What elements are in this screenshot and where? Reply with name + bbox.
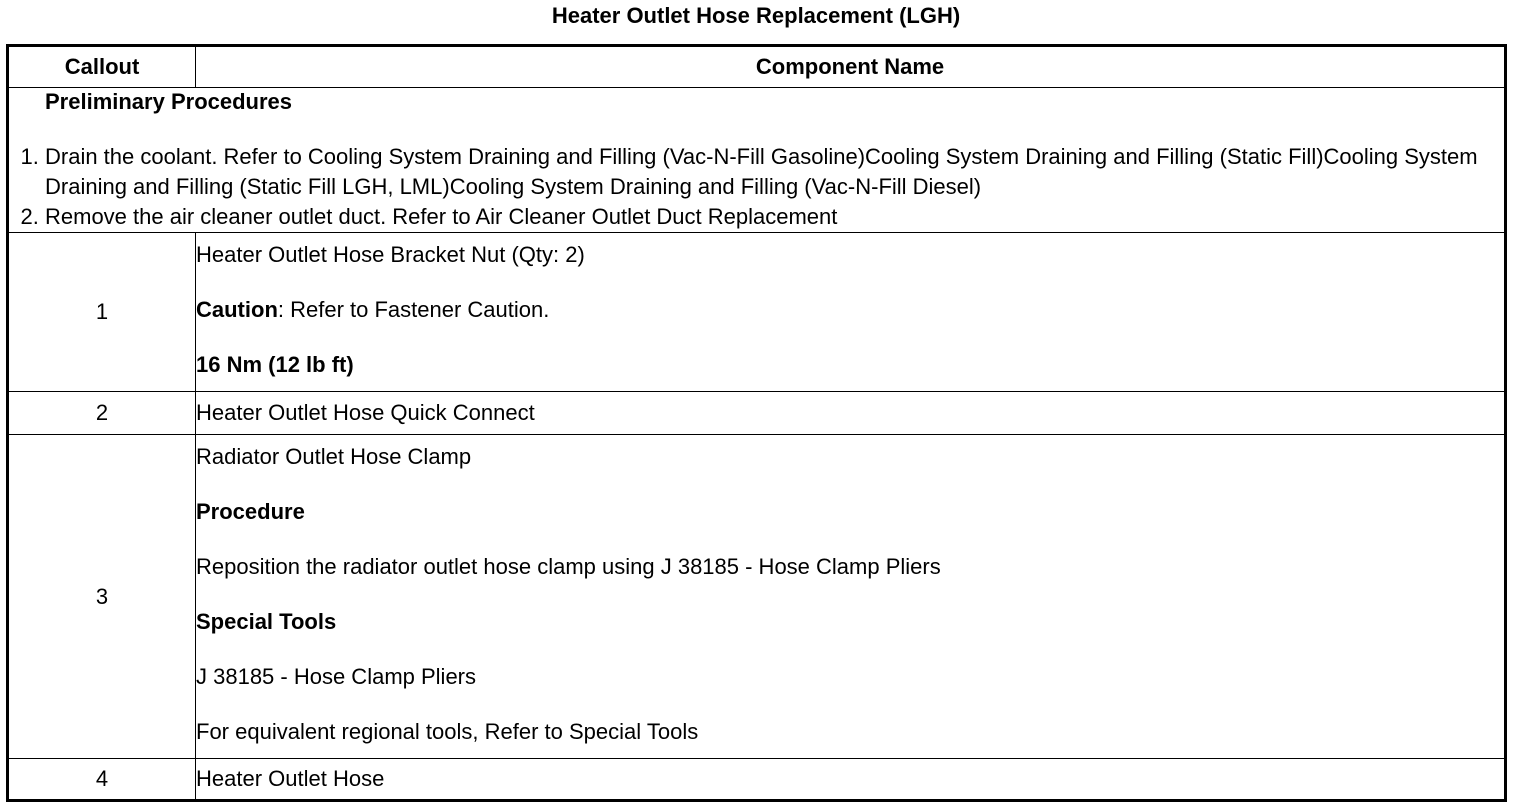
callout-cell: 2 (8, 392, 196, 435)
caution-label: Caution (196, 297, 278, 322)
component-column-header: Component Name (196, 46, 1506, 88)
procedure-table (6, 44, 1507, 802)
table-row (8, 759, 1506, 801)
preliminary-step-2: 2. Remove the air cleaner outlet duct. Refer to Air Cleaner Outlet Duct Replacement (45, 202, 1504, 232)
preliminary-cell (8, 88, 1506, 233)
table-row (8, 392, 1506, 435)
caution-text: : Refer to Fastener Caution. (277, 297, 550, 322)
preliminary-row (8, 88, 1506, 233)
preliminary-heading: Preliminary Procedures (45, 89, 293, 114)
component-cell (196, 435, 1506, 759)
component-name: Heater Outlet Hose (196, 766, 385, 791)
caution-note (196, 296, 1504, 324)
table-row (8, 435, 1506, 759)
preliminary-step-1: 1. Drain the coolant. Refer to Cooling System Draining and Filling (Vac-N-Fill Gasoline)Cooling System Draining and Filling (Static Fill)Cooling System Draining and Filling (Static Fill LGH, LML)Cooling System Draining and Filling (Vac-N-Fill Diesel) (45, 142, 1504, 202)
table-row (8, 233, 1506, 392)
regional-tools-note: For equivalent regional tools, Refer to Special Tools (196, 719, 699, 744)
procedure-label: Procedure (196, 499, 305, 524)
special-tool-item: J 38185 - Hose Clamp Pliers (196, 664, 477, 689)
component-name: Radiator Outlet Hose Clamp (196, 444, 472, 469)
callout-cell: 3 (8, 435, 196, 759)
component-cell (196, 233, 1506, 392)
component-name: Heater Outlet Hose Bracket Nut (Qty: 2) (196, 242, 585, 267)
procedure-text: Reposition the radiator outlet hose clamp using J 38185 - Hose Clamp Pliers (196, 554, 941, 579)
component-cell (196, 759, 1506, 801)
component-name: Heater Outlet Hose Quick Connect (196, 400, 535, 425)
preliminary-steps (9, 142, 1504, 232)
special-tools-label: Special Tools (196, 609, 337, 634)
torque-spec: 16 Nm (12 lb ft) (196, 352, 354, 377)
document-title: Heater Outlet Hose Replacement (LGH) (551, 3, 961, 28)
table-header-row (8, 46, 1506, 88)
callout-cell: 4 (8, 759, 196, 801)
callout-cell: 1 (8, 233, 196, 392)
component-cell (196, 392, 1506, 435)
callout-column-header: Callout (8, 46, 196, 88)
